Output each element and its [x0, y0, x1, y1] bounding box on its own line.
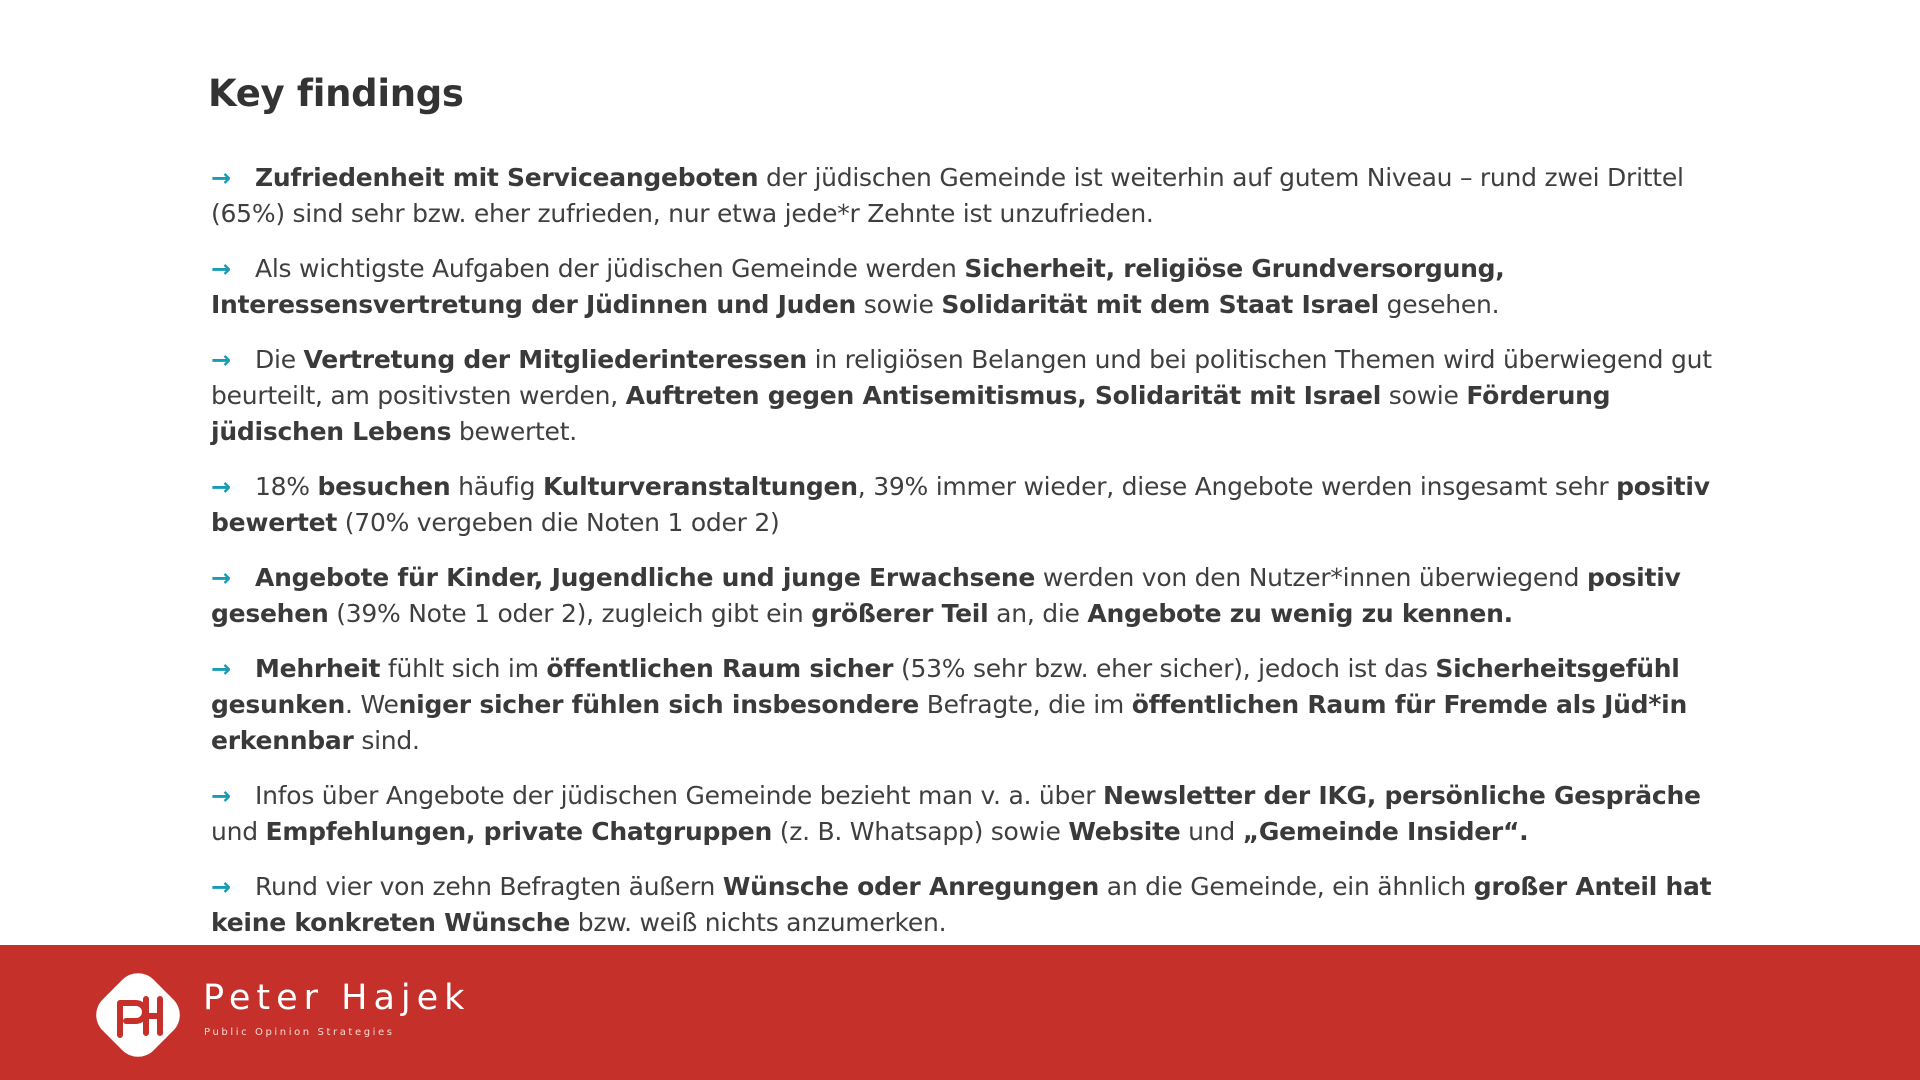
arrow-right-icon: → [211, 255, 231, 283]
finding-highlight: Zufriedenheit mit Serviceangeboten [255, 163, 759, 192]
finding-text: Als wichtigste Aufgaben der jüdischen Gemeinde werden [255, 254, 965, 283]
arrow-right-icon: → [211, 164, 231, 192]
finding-text: Befragte, die im [919, 690, 1132, 719]
finding-highlight: positiv gesehen [211, 563, 1681, 628]
arrow-right-icon: → [211, 564, 231, 592]
finding-highlight: positiv bewertet [211, 472, 1710, 537]
finding-highlight: Förderung jüdischen Lebens [211, 381, 1611, 446]
arrow-right-icon: → [211, 655, 231, 683]
finding-text: in religiösen Belangen und bei politischen Themen wird überwiegend gut beurteilt, am positivsten werden, [211, 345, 1712, 410]
finding-text: Die [255, 345, 304, 374]
brand-name: Peter Hajek [203, 978, 471, 1018]
finding-text: . We [345, 690, 399, 719]
finding-highlight: großer Anteil hat keine konkreten Wünsche [211, 872, 1712, 937]
finding-item [211, 251, 1731, 323]
finding-text: an, die [988, 599, 1088, 628]
finding-highlight: öffentlichen Raum sicher [546, 654, 894, 683]
finding-highlight: Solidarität mit dem Staat Israel [941, 290, 1379, 319]
finding-text: Infos über Angebote der jüdischen Gemeinde bezieht man v. a. über [255, 781, 1103, 810]
finding-item [211, 869, 1731, 941]
finding-text: an die Gemeinde, ein ähnlich [1099, 872, 1474, 901]
finding-text: Rund vier von zehn Befragten äußern [255, 872, 723, 901]
finding-text: und [211, 817, 266, 846]
finding-highlight: öffentlichen Raum für Fremde als Jüd*in erkennbar [211, 690, 1688, 755]
finding-highlight: Kulturveranstaltungen [542, 472, 858, 501]
arrow-right-icon: → [211, 873, 231, 901]
finding-highlight: Mehrheit [255, 654, 381, 683]
finding-text: (39% Note 1 oder 2), zugleich gibt ein [328, 599, 812, 628]
finding-text: werden von den Nutzer*innen überwiegend [1035, 563, 1587, 592]
finding-text: sind. [353, 726, 420, 755]
finding-item [211, 560, 1731, 632]
finding-highlight: Wünsche oder Anregungen [722, 872, 1100, 901]
finding-item [211, 778, 1731, 850]
finding-text: der jüdischen Gemeinde ist weiterhin auf gutem Niveau – rund zwei Drittel (65%) sind sehr bzw. eher zufrieden, nur etwa jede*r Zehnte ist unzufrieden. [211, 163, 1684, 228]
finding-item [211, 651, 1731, 759]
arrow-right-icon: → [211, 473, 231, 501]
finding-highlight: Newsletter der IKG, persönliche Gespräche [1102, 781, 1701, 810]
finding-highlight: besuchen [317, 472, 451, 501]
finding-highlight: Sicherheitsgefühl gesunken [211, 654, 1680, 719]
finding-text: häufig [450, 472, 543, 501]
finding-text: (70% vergeben die Noten 1 oder 2) [337, 508, 780, 537]
finding-highlight: größerer Teil [811, 599, 989, 628]
finding-text: bzw. weiß nichts anzumerken. [570, 908, 947, 937]
finding-highlight: „Gemeinde Insider“. [1242, 817, 1529, 846]
finding-highlight: Empfehlungen, private Chatgruppen [265, 817, 773, 846]
finding-text: (z. B. Whatsapp) sowie [772, 817, 1069, 846]
page-title: Key findings [208, 72, 464, 115]
brand-tagline: Public Opinion Strategies [204, 1027, 395, 1038]
finding-text: und [1180, 817, 1243, 846]
finding-text: sowie [856, 290, 942, 319]
finding-highlight: Sicherheit, religiöse Grundversorgung, Interessensvertretung der Jüdinnen und Juden [211, 254, 1505, 319]
finding-highlight: Angebote für Kinder, Jugendliche und junge Erwachsene [255, 563, 1036, 592]
finding-item [211, 160, 1731, 232]
ph-logo-icon [96, 973, 180, 1057]
finding-text: , 39% immer wieder, diese Angebote werden insgesamt sehr [857, 472, 1617, 501]
finding-text: bewertet. [451, 417, 577, 446]
finding-item [211, 342, 1731, 450]
finding-text: sowie [1381, 381, 1467, 410]
finding-highlight: Angebote zu wenig zu kennen. [1087, 599, 1513, 628]
key-findings-list [211, 160, 1731, 960]
arrow-right-icon: → [211, 782, 231, 810]
finding-highlight: niger sicher fühlen sich insbesondere [398, 690, 919, 719]
finding-item [211, 469, 1731, 541]
finding-text: gesehen. [1378, 290, 1500, 319]
footer-bar [0, 945, 1920, 1080]
finding-text: (53% sehr bzw. eher sicher), jedoch ist das [893, 654, 1436, 683]
arrow-right-icon: → [211, 346, 231, 374]
finding-text: fühlt sich im [380, 654, 547, 683]
finding-text: 18% [255, 472, 318, 501]
finding-highlight: Website [1068, 817, 1181, 846]
finding-highlight: Vertretung der Mitgliederinteressen [303, 345, 807, 374]
finding-highlight: Auftreten gegen Antisemitismus, Solidarität mit Israel [625, 381, 1382, 410]
